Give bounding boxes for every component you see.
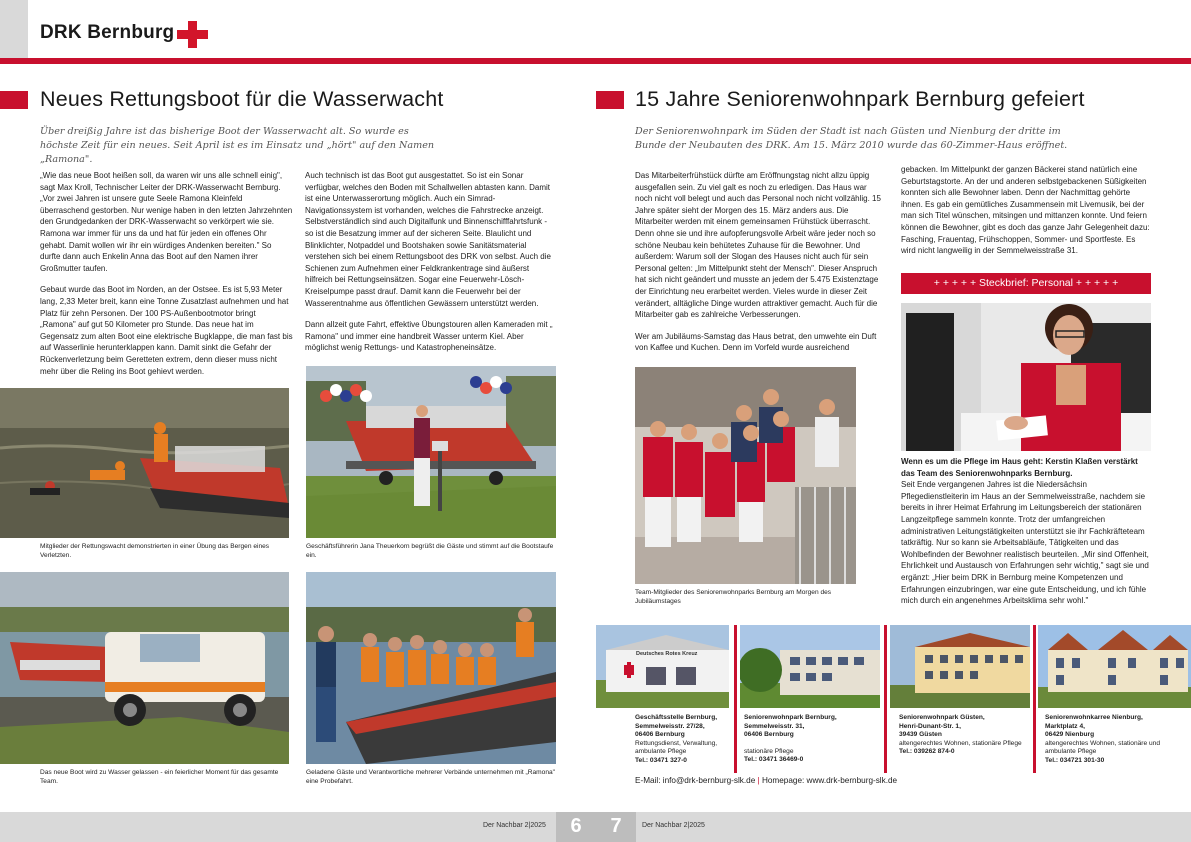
caption: Das neue Boot wird zu Wasser gelassen - ein feierlicher Moment für das gesamte Team.	[40, 769, 279, 785]
location-tel: Tel.: 034721 301-30	[1045, 756, 1105, 764]
article-title-left: Neues Rettungsboot für die Wasserwacht	[40, 87, 444, 111]
left-column-2	[305, 170, 557, 364]
location-name: Geschäftsstelle Bernburg,	[635, 714, 718, 721]
paragraph: Gebaut wurde das Boot im Norden, an der Ostsee. Es ist 5,93 Meter lang, 2,33 Meter breit, kann eine Tonne Zusatzlast aufnehmen und hat Platz für zehn Personen. Der 100 PS-Außenbootmotor bringt „Ramona" auf gut 50 Kilometer pro Stunde. Das neue hat im Gegensatz zum alten Boot eine elektrische Bugklappe, die man fast bis auf Wasserlinie herunterklappen kann. Damit sinkt die Gefahr der Rückenverletzung beim Geretteten extrem, denn dieser muss nicht mehr über die Reling ins Boot gehievt werden.	[40, 285, 293, 376]
drk-sign: Deutsches Rotes Kreuz	[636, 651, 698, 657]
title-marker-right	[596, 91, 624, 109]
right-column-1	[635, 170, 885, 364]
photo-seniorenwohnpark-bernburg	[740, 625, 880, 708]
location-desc: altengerechtes Wohnen, stationäre und ambulante Pflege	[1045, 739, 1160, 756]
separator	[884, 625, 887, 773]
location-bernburg	[744, 714, 880, 765]
photo-seniorenwohnkarree-nienburg	[1038, 625, 1191, 708]
caption: Geladene Gäste und Verantwortliche mehrerer Verbände unternehmen mit „Ramona" eine Probefahrt.	[306, 769, 556, 785]
article-lead-left: Über dreißig Jahre ist das bisherige Boot der Wasserwacht alt. So wurde es höchste Zeit für ein neues. Seit April ist es im Einsatz und „hört" auf den Namen „Ramona".	[40, 126, 435, 165]
title-marker-left	[0, 91, 28, 109]
header-red-line	[0, 58, 1191, 64]
location-city: 06429 Nienburg	[1045, 731, 1095, 739]
location-desc: Rettungsdienst, Verwaltung, ambulante Pflege	[635, 739, 718, 756]
location-address: Semmelweisstr. 31,	[744, 722, 805, 730]
location-desc: altengerechtes Wohnen, stationäre Pflege	[899, 739, 1022, 747]
location-name: Seniorenwohnkarree Nienburg,	[1045, 714, 1143, 721]
page-number-right: 7	[596, 812, 636, 842]
footer-label-right: Der Nachbar 2|2025	[642, 822, 705, 829]
profile-body: Seit Ende vergangenen Jahres ist die Niedersächsin Pflegedienstleiterin im Haus an der Semmelweisstraße, nachdem sie bereits in ihrer Heimat Erfahrung im Leitungsbereich der stationären Langzeitpflege sammeln konnte. Trotz der umfangreichen administrativen Leitungstätigkeiten unterstützt sie ihr Fachkräfteteam tatkräftig. Nur so kann sie Arbeitsabläufe, Tätigkeiten und das Wohlbefinden der Bewohner realistisch beurteilen. „Mir sind Offenheit, Ehrlichkeit und Austausch von Erfahrungen sehr wichtig," sagt sie und ergänzt: „Hier beim DRK in Bernburg meine Kompetenzen und Erfahrungen einzubringen, war eine gute Entscheidung, und ich fühle mich durch ein angenehmes Arbeitsklima sehr wohl."	[901, 480, 1149, 606]
email-link[interactable]: E-Mail: info@drk-bernburg-slk.de	[635, 776, 756, 785]
paragraph: Dann allzeit gute Fahrt, effektive Übungstouren allen Kameraden mit „ Ramona" und immer eine handbreit Wasser unterm Kiel. Aber möglichst wenig Rettungs- und Katastropheneinsätze.	[305, 320, 553, 353]
photo-boat-christening	[306, 366, 556, 538]
location-city: 06406 Bernburg	[635, 731, 685, 739]
photo-seniorenwohnpark-guesten	[890, 625, 1030, 708]
profile-text	[901, 456, 1151, 607]
location-tel: Tel.: 03471 327-0	[635, 756, 687, 764]
left-column-1	[40, 170, 293, 387]
contact-separator: |	[757, 776, 760, 785]
profile-heading: Wenn es um die Pflege im Haus geht: Kerstin Klaßen verstärkt das Team des Seniorenwohnparks Bernburg.	[901, 457, 1138, 478]
location-guesten	[899, 714, 1029, 757]
location-name: Seniorenwohnpark Bernburg,	[744, 714, 837, 721]
location-desc: stationäre Pflege	[744, 747, 794, 755]
header-gray-tab	[0, 0, 28, 60]
steckbrief-banner: + + + + + Steckbrief: Personal + + + + +	[901, 273, 1151, 294]
location-nienburg	[1045, 714, 1175, 766]
paragraph: Wer am Jubiläums-Samstag das Haus betrat, den umwehte ein Duft von Kaffee und Kuchen. Denn im Vorfeld wurde ausreichend	[635, 331, 877, 353]
location-tel: Tel.: 039262 874-0	[899, 748, 955, 756]
homepage-link[interactable]: Homepage: www.drk-bernburg-slk.de	[761, 776, 898, 785]
location-geschaeftsstelle	[635, 714, 731, 766]
brand-name: DRK Bernburg	[40, 22, 175, 43]
location-city: 39439 Güsten	[899, 731, 942, 739]
location-name: Seniorenwohnpark Güsten,	[899, 714, 985, 721]
paragraph: „Wie das neue Boot heißen soll, da waren wir uns alle schnell einig", sagt Max Kroll, Technischer Leiter der DRK-Wasserwacht Bernburg. „Vor zwei Jahren ist unsere gute Seele Ramona Kleinfeld überraschend gestorben. Nur wenige haben in den letzten Jahrzehnten den Grundgedanken der DRK-Wasserwacht so verkörpert wie sie. Ramona war immer für uns da und hat für jeden ein offenes Ohr gehabt. Damit wollen wir ihr ein würdiges Andenken bereiten." So durfte dann auch Enkelin Anna das Boot auf den Namen ihrer Großmutter taufen.	[40, 171, 293, 273]
separator	[734, 625, 737, 773]
separator	[1033, 625, 1036, 773]
caption: Mitglieder der Rettungswacht demonstrierten in einer Übung das Bergen eines Verletzten.	[40, 543, 270, 559]
location-address: Semmelweisstr. 27/28,	[635, 722, 705, 730]
red-cross-logo	[177, 21, 208, 48]
photo-team	[635, 367, 856, 584]
caption: Geschäftsführerin Jana Theuerkorn begrüßt die Gäste und stimmt auf die Bootstaufe ein.	[306, 543, 554, 559]
footer-label-left: Der Nachbar 2|2025	[483, 822, 546, 829]
photo-rescue-exercise	[0, 388, 289, 538]
article-title-right: 15 Jahre Seniorenwohnpark Bernburg gefeiert	[635, 87, 1085, 111]
location-address: Marktplatz 4,	[1045, 722, 1085, 730]
article-lead-right: Der Seniorenwohnpark im Süden der Stadt ist nach Güsten und Nienburg der dritte im Bunde der Neubauten des DRK. Am 15. März 2010 wurde das 60-Zimmer-Haus eröffnet.	[635, 126, 1068, 151]
photo-test-ride	[306, 572, 556, 764]
location-tel: Tel.: 03471 36469-0	[744, 756, 804, 764]
paragraph: Auch technisch ist das Boot gut ausgestattet. So ist ein Sonar verfügbar, welches den Boden mit Schallwellen abtasten kann. Damit ist eine Unterwasserortung möglich. Auch ein Simrad-Navigationssystem ist vorhanden, welches die Fahrstrecke anzeigt. Selbstverständlich sind auch Digitalfunk und Binnenschifffahrtsfunk - so ist die Besatzung immer auf der sicheren Seite. Blaulicht und Blinklichter, Notpaddel und Bootshaken sowie Sanitätsmaterial verstehen sich bei einem Rettungsboot des DRK von selbst. Auch die Schienen zum Aufnehmen einer Feldkrankentrage sind äußerst hilfreich bei Rettungseinsätzen. Sogar eine Feuerwehr-Lösch-Kreiselpumpe passt drauf. Damit kann die Feuerwehr bei der Wasserentnahme aus öffentlichen Gewässern unterstützt werden.	[305, 171, 551, 308]
location-city: 06406 Bernburg	[744, 731, 794, 739]
photo-kerstin-klassen	[901, 303, 1151, 451]
photo-geschaeftsstelle	[596, 625, 729, 708]
paragraph: Das Mitarbeiterfrühstück dürfte am Eröffnungstag nicht allzu üppig ausgefallen sein. Zu viel galt es noch zu erledigen. Das Haus war noch nicht voll belegt und auch das Personal noch nicht vollzählig. 15 Jahre später sieht der Morgen des 15. März anders aus. Die Mitarbeiter werden mit einem gemeinsamen Frühstück überrascht. Denn ohne sie und ihre aufopferungsvolle Arbeit wäre jeder noch so schöne Neubau kein behütetes Zuhause für die Bewohner. Und außerdem: Warum soll der Slogan des Hauses nicht auch für sein Personal gelten: „Im Mittelpunkt steht der Mensch". Dieser Anspruch hat sich nicht geändert und musste an jedem der 5.475 Existenztage der Einrichtung neu erarbeitet werden. Vieles wurde in dieser Zeit verändert, alltägliche Dinge wurden attraktiver gemacht. Auch für die Mitarbeiter gab es zahlreiche Verbesserungen.	[635, 171, 881, 320]
right-column-2: gebacken. Im Mittelpunkt der ganzen Bäckerei stand natürlich eine Geburtstagstorte. An der und anderen selbstgebackenen Süßigkeiten konnten sich alle Bewohner laben. Denn der Nachmittag gehörte ihnen. Es gab ein gemütliches Zusammensein mit Livemusik, bei der man sich Titel wünschen, mitsingen und mittanzen konnte. Und feiern können die Bewohner, gibt es doch das ganze Jahr Gelegenheit dazu: Fasching, Frauentag, Frühschoppen, Sommer- und Sportfeste. Es wird nicht langweilig in der Semmelweisstraße 31.	[901, 165, 1150, 256]
location-address: Henri-Dunant-Str. 1,	[899, 722, 961, 730]
contact-line	[635, 776, 897, 785]
caption: Team-Mitglieder des Seniorenwohnparks Bernburg am Morgen des Jubiläumstages	[635, 589, 832, 605]
photo-boat-launch	[0, 572, 289, 764]
page-number-left: 6	[556, 812, 596, 842]
